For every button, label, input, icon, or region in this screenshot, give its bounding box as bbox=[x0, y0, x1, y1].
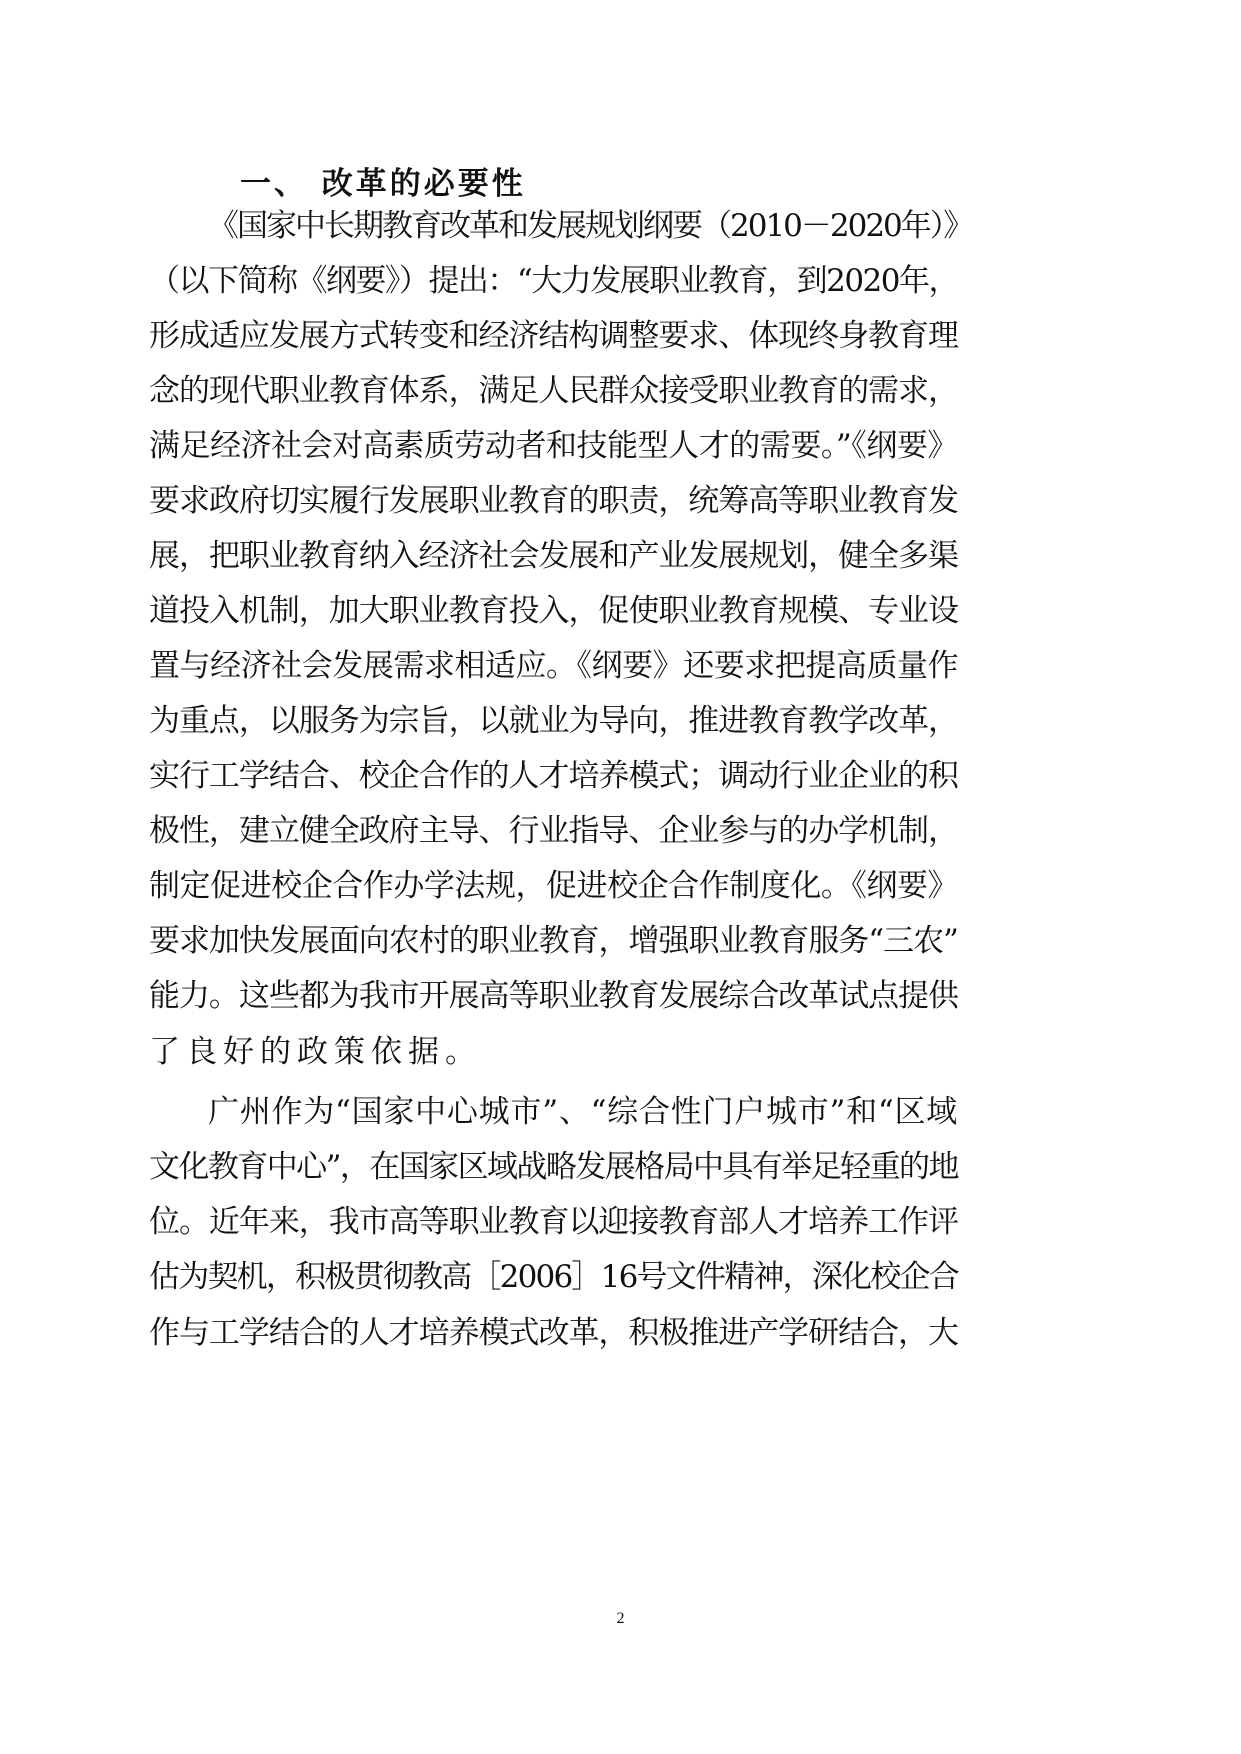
paragraph-line: 实行工学结合、校企合作的人才培养模式；调动行业企业的积 bbox=[149, 758, 958, 794]
section-heading: 一、 改革的必要性 bbox=[240, 166, 526, 202]
paragraph-line: 了良好的政策依据。 bbox=[149, 1034, 482, 1070]
paragraph-line: 满足经济社会对高素质劳动者和技能型人才的需要。”《纲要》 bbox=[149, 428, 958, 464]
paragraph-line: 位。近年来，我市高等职业教育以迎接教育部人才培养工作评 bbox=[149, 1204, 958, 1240]
paragraph-first-line: 广州作为“国家中心城市”、“综合性门户城市”和“区域 bbox=[208, 1094, 958, 1130]
paragraph-line: 制定促进校企合作办学法规，促进校企合作制度化。《纲要》 bbox=[149, 868, 959, 904]
paragraph-line: 估为契机，积极贯彻教高［2006］16号文件精神，深化校企合 bbox=[149, 1259, 958, 1295]
paragraph-line: 作与工学结合的人才培养模式改革，积极推进产学研结合，大 bbox=[149, 1315, 958, 1351]
paragraph-line: 形成适应发展方式转变和经济结构调整要求、体现终身教育理 bbox=[149, 318, 958, 354]
paragraph-line: 道投入机制，加大职业教育投入，促使职业教育规模、专业设 bbox=[149, 593, 958, 629]
page-number: 2 bbox=[616, 1610, 625, 1627]
paragraph-line: 为重点，以服务为宗旨，以就业为导向，推进教育教学改革， bbox=[149, 703, 958, 739]
paragraph-line: 要求政府切实履行发展职业教育的职责，统筹高等职业教育发 bbox=[149, 483, 958, 519]
paragraph-line: 文化教育中心”，在国家区域战略发展格局中具有举足轻重的地 bbox=[149, 1149, 958, 1185]
paragraph-line: 要求加快发展面向农村的职业教育，增强职业教育服务“三农” bbox=[149, 923, 958, 959]
paragraph-line: 念的现代职业教育体系，满足人民群众接受职业教育的需求， bbox=[149, 373, 958, 409]
paragraph-line: 展，把职业教育纳入经济社会发展和产业发展规划，健全多渠 bbox=[149, 538, 958, 574]
paragraph-first-line: 《国家中长期教育改革和发展规划纲要（2010－2020年）》 bbox=[208, 208, 973, 244]
paragraph-line: 极性，建立健全政府主导、行业指导、企业参与的办学机制， bbox=[149, 813, 958, 849]
paragraph-line: （以下简称《纲要》）提出：“大力发展职业教育，到2020年， bbox=[149, 263, 958, 299]
paragraph-line: 能力。这些都为我市开展高等职业教育发展综合改革试点提供 bbox=[149, 978, 958, 1014]
paragraph-line: 置与经济社会发展需求相适应。《纲要》还要求把提高质量作 bbox=[149, 648, 959, 684]
